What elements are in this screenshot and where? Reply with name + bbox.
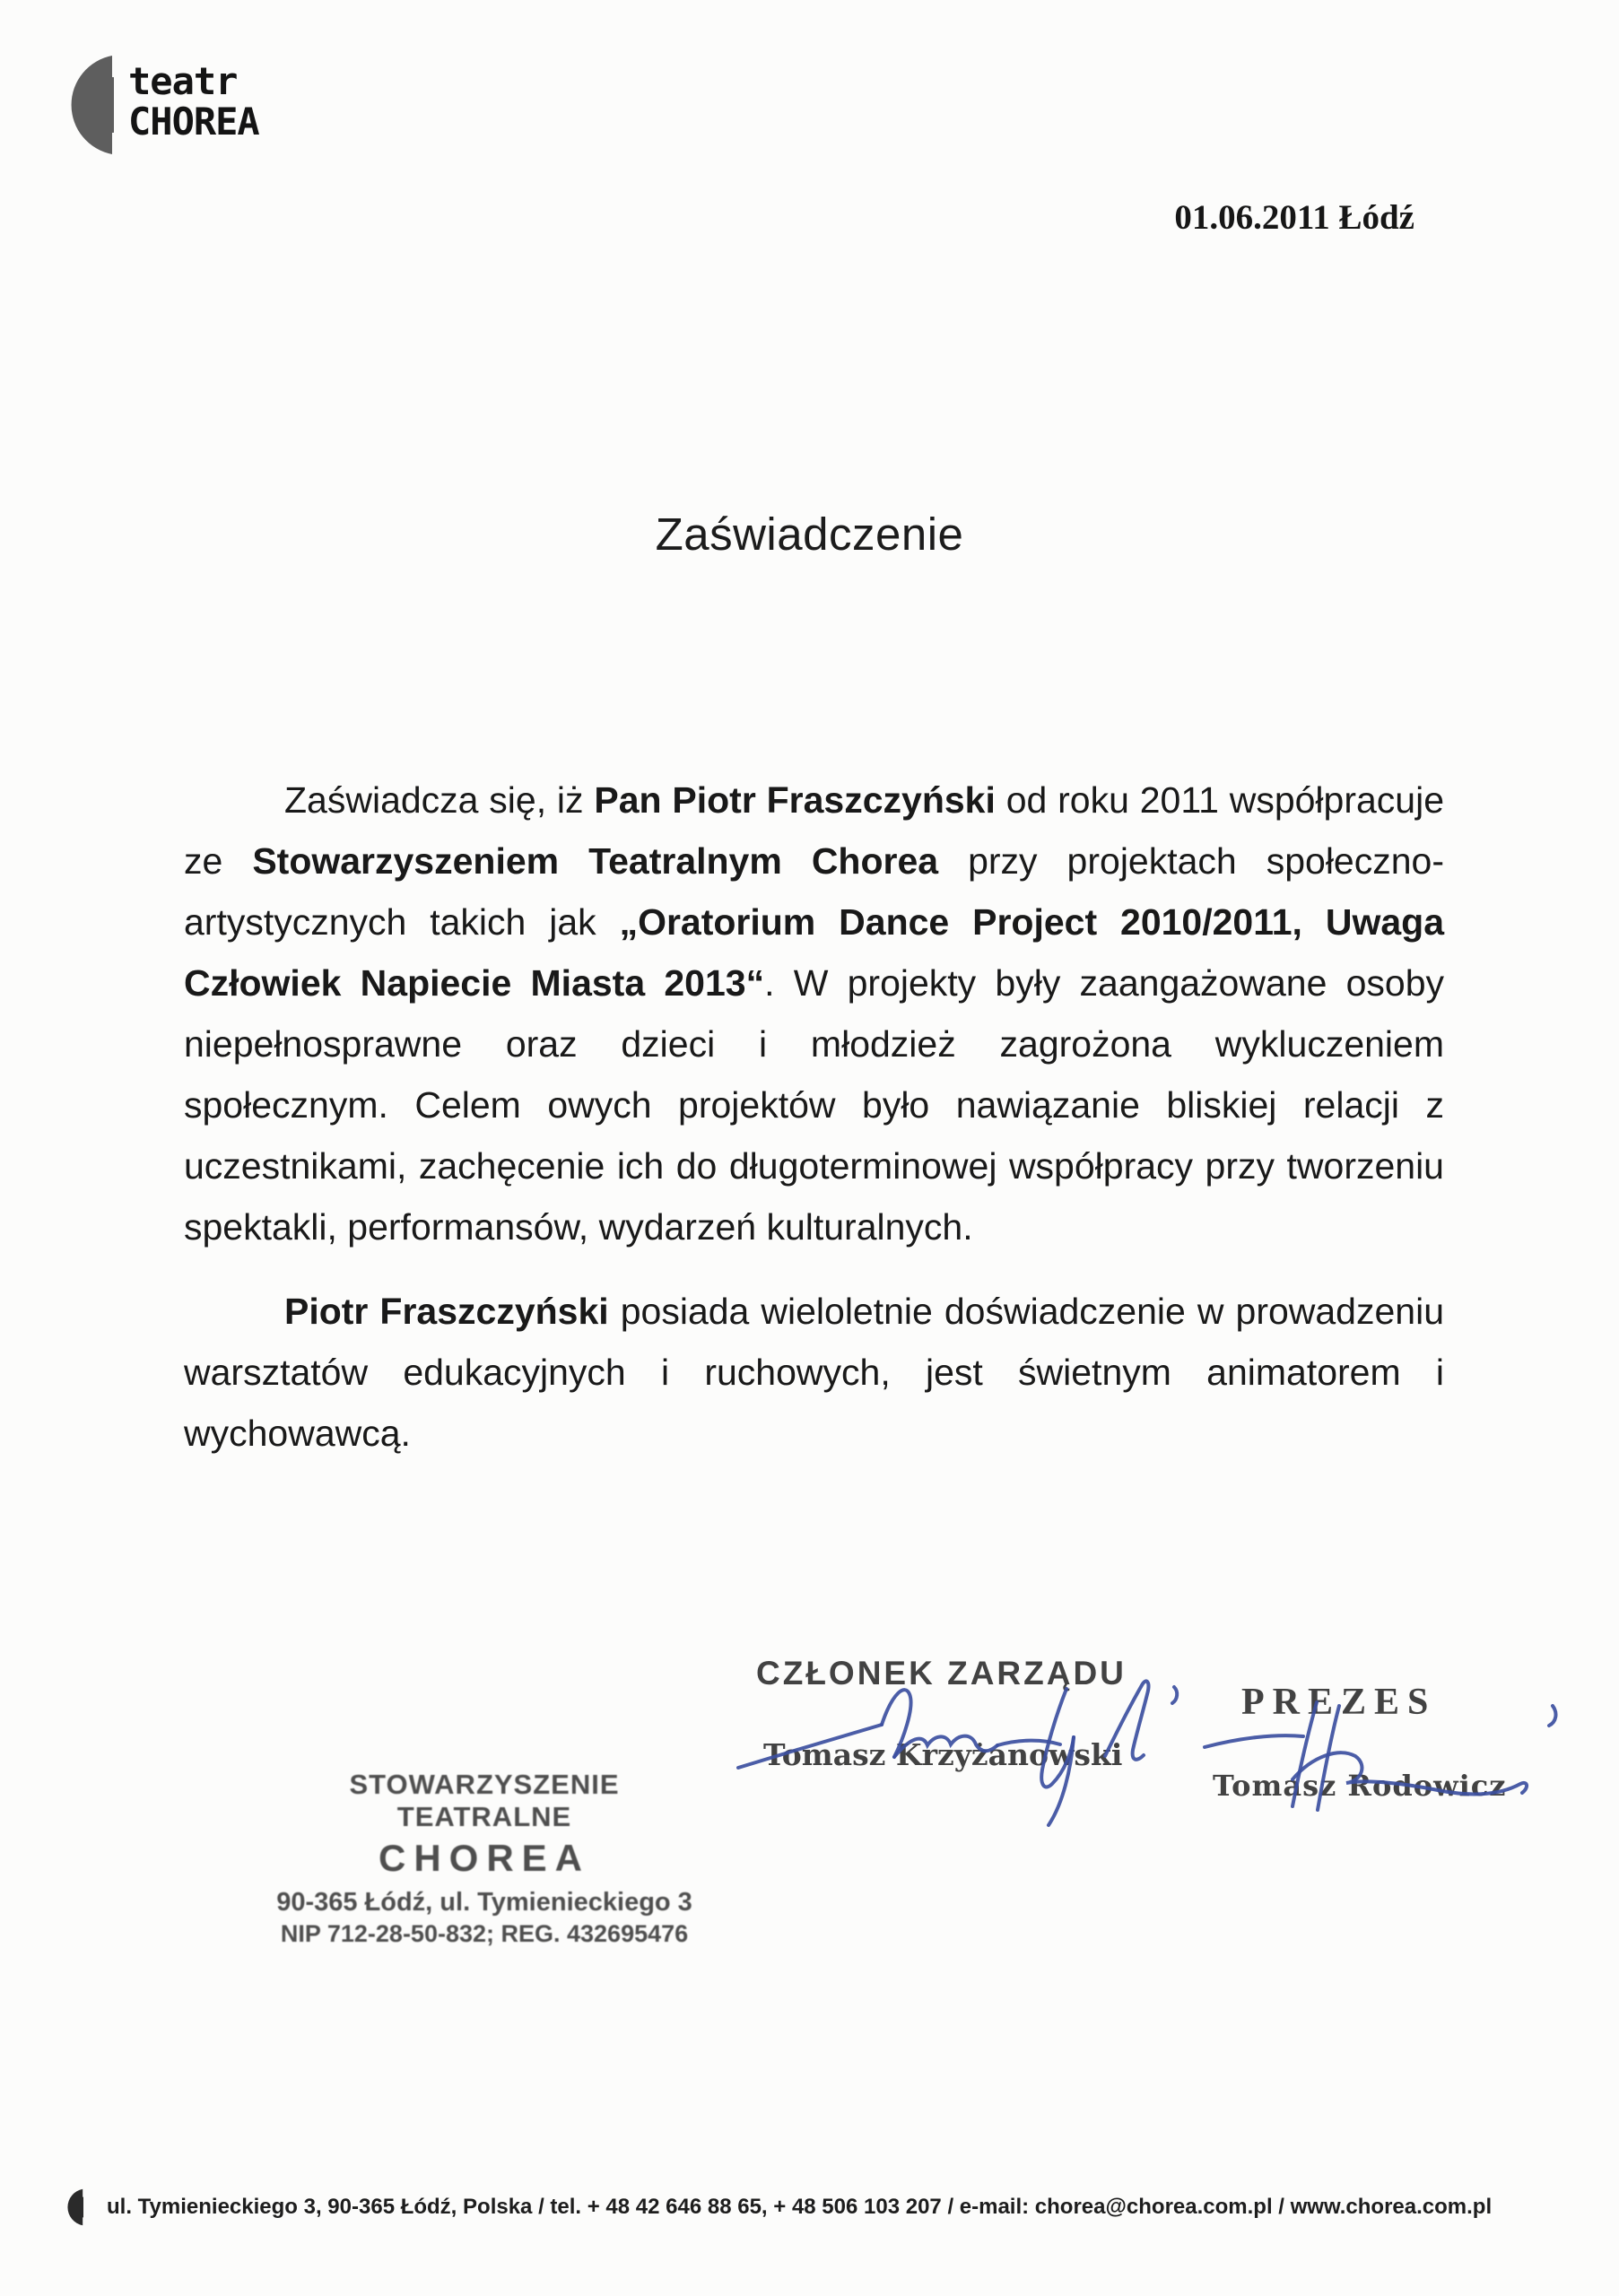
board-member-role-stamp: CZŁONEK ZARZĄDU — [756, 1655, 1127, 1692]
chorea-halfmoon-icon — [63, 2188, 83, 2226]
chorea-halfmoon-icon — [58, 54, 114, 156]
paragraph-1: Zaświadcza się, iż Pan Piotr Fraszczyński od roku 2011 współpracuje ze Stowarzyszeniem Teatralnym Chorea przy projektach społeczno-artystycznych takich jak „Oratorium Dance Project 2010/2011, Uwaga Człowiek Napiecie Miasta 2013“. W projekty były zaangażowane osoby niepełnosprawne oraz dzieci i młodzież zagrożona wykluczeniem społecznym. Celem owych projektów było nawiązanie bliskiej relacji z uczestnikami, zachęcenie ich do długoterminowej współpracy przy tworzeniu spektakli, performansów, wydarzeń kulturalnych. — [184, 779, 1445, 1248]
president-role-stamp: PREZES — [1241, 1682, 1437, 1723]
stamp-org-address: 90-365 Łódź, ul. Tymienieckiego 3 — [276, 1888, 692, 1917]
organization-rubber-stamp — [269, 1769, 700, 1948]
board-member-name-stamp: Tomasz Krzyżanowski — [763, 1737, 1123, 1772]
handwritten-signature-krzyzanowski — [731, 1662, 1215, 1841]
board-member-signature-block — [756, 1655, 1258, 1772]
chorea-logo — [58, 54, 259, 156]
footer-contact-line — [63, 2188, 1588, 2226]
stamp-org-nip-reg: NIP 712-28-50-832; REG. 432695476 — [280, 1920, 689, 1947]
president-signature-block — [1213, 1681, 1607, 1803]
document-body — [184, 770, 1444, 1487]
date-place-line: 01.06.2011 Łódź — [1174, 198, 1414, 237]
logo-text — [128, 54, 259, 142]
document-title: Zaświadczenie — [655, 509, 964, 560]
logo-line-teatr: teatr — [128, 59, 238, 103]
footer-contact-text: ul. Tymienieckiego 3, 90-365 Łódź, Polska / tel. + 48 42 646 88 65, + 48 506 103 207 / e-mail: chorea@chorea.com.pl / www.chorea.com.pl — [107, 2195, 1493, 2219]
stamp-org-chorea: CHOREA — [378, 1837, 590, 1879]
president-name-stamp: Tomasz Rodowicz — [1213, 1769, 1507, 1803]
handwritten-signature-rodowicz — [1189, 1693, 1575, 1855]
stamp-org-name: STOWARZYSZENIE TEATRALNE — [349, 1769, 620, 1832]
paragraph-2: Piotr Fraszczyński posiada wieloletnie doświadczenie w prowadzeniu warsztatów edukacyjnych i ruchowych, jest świetnym animatorem i wychowawcą. — [184, 1291, 1445, 1454]
logo-line-chorea: CHOREA — [128, 100, 259, 144]
